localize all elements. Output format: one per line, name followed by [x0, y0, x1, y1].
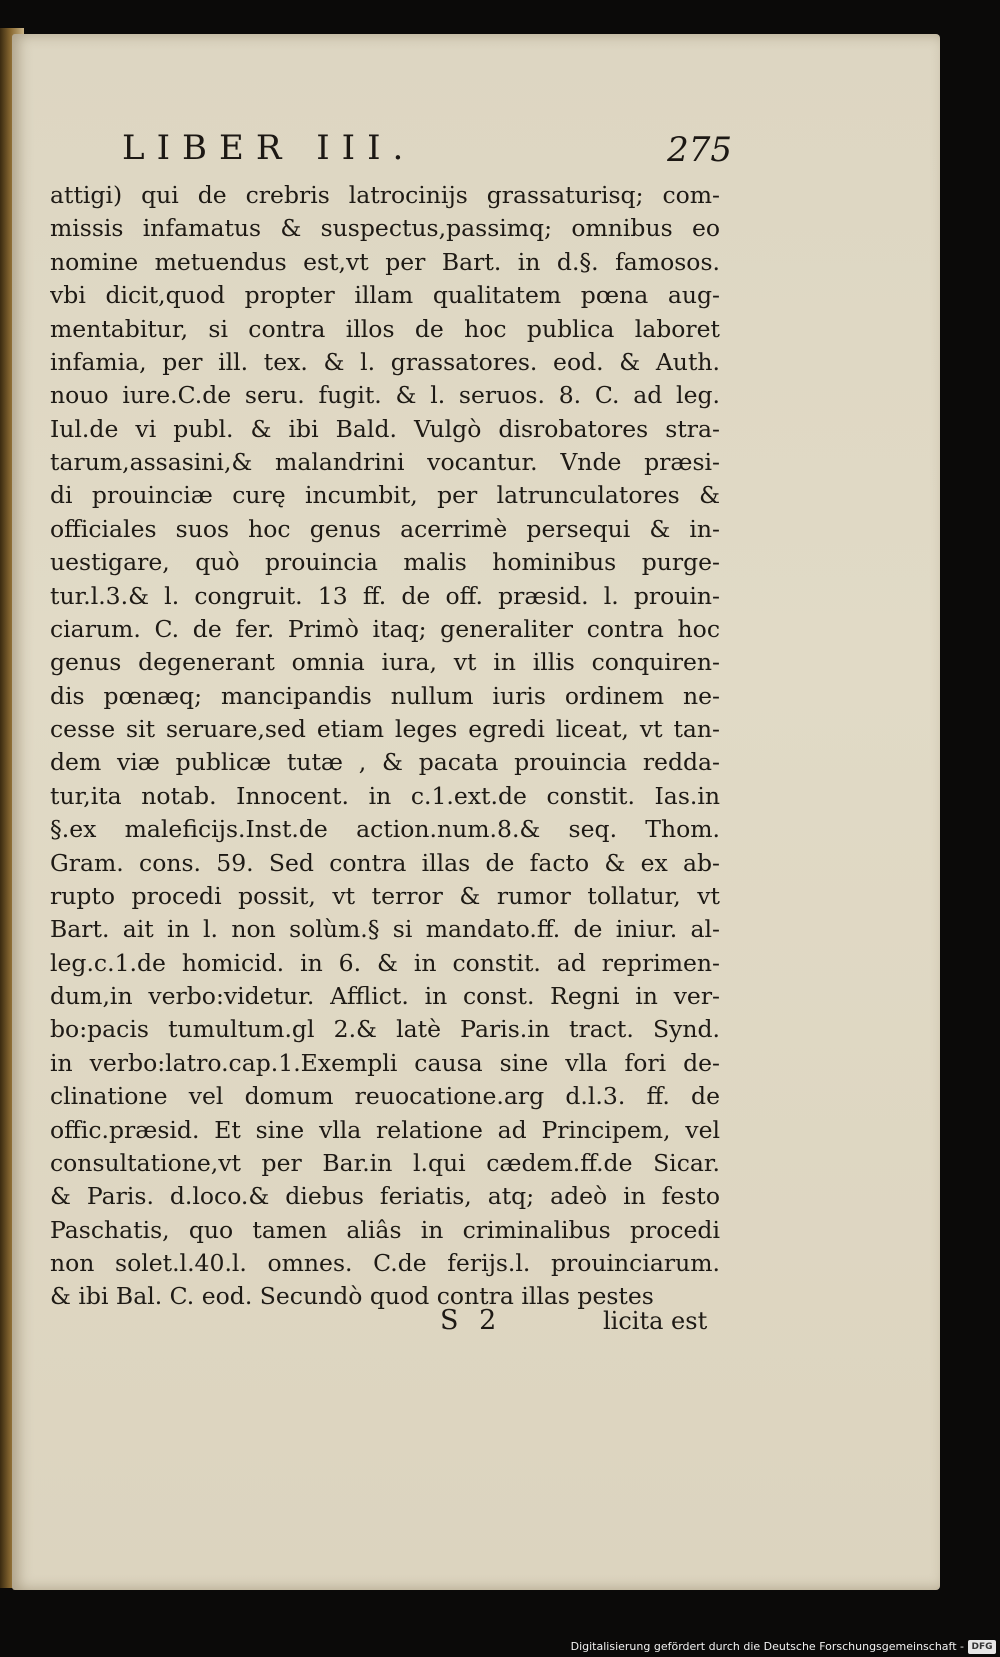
text-line: rupto procedi possit, vt terror & rumor tollatur, vt — [50, 881, 720, 910]
text-line: genus degenerant omnia iura, vt in illis conquiren- — [50, 648, 720, 677]
text-line: Iul.de vi publ. & ibi Bald. Vulgò disrobatores stra- — [50, 414, 720, 443]
catchword: licita est — [603, 1307, 708, 1335]
page-number: 275 — [667, 130, 732, 170]
text-line: ciarum. C. de fer. Primò itaq; generaliter contra hoc — [50, 614, 720, 643]
text-line: bo:pacis tumultum.gl 2.& latè Paris.in tract. Synd. — [50, 1015, 720, 1044]
text-line: vbi dicit,quod propter illam qualitatem pœna aug- — [50, 281, 720, 310]
text-line: offic.præsid. Et sine vlla relatione ad Principem, vel — [50, 1115, 720, 1144]
dfg-logo: DFG — [968, 1640, 996, 1654]
text-line: uestigare, quò prouincia malis hominibus purge- — [50, 548, 720, 577]
text-line: non solet.l.40.l. omnes. C.de ferijs.l. prouinciarum. — [50, 1249, 720, 1277]
text-line: officiales suos hoc genus acerrimè persequi & in- — [50, 514, 720, 543]
text-line: infamia, per ill. tex. & l. grassatores. eod. & Auth. — [50, 347, 720, 376]
text-line: tur.l.3.& l. congruit. 13 ff. de off. præsid. l. prouin- — [50, 581, 720, 610]
credit-bar — [0, 1635, 1000, 1657]
text-line: leg.c.1.de homicid. in 6. & in constit. ad reprimen- — [50, 948, 720, 977]
text-line: consultatione,vt per Bar.in l.qui cædem.ff.de Sicar. — [50, 1148, 720, 1177]
text-line: dis pœnæq; mancipandis nullum iuris ordinem ne- — [50, 681, 720, 710]
page-header — [122, 128, 732, 176]
text-line: di prouinciæ curę incumbit, per latrunculatores & — [50, 481, 720, 510]
signature-mark: S 2 — [440, 1305, 503, 1336]
text-line: Paschatis, quo tamen aliâs in criminalibus procedi — [50, 1215, 720, 1244]
body-text — [50, 178, 720, 1313]
running-title: LIBER III. — [122, 128, 416, 168]
text-line: dum,in verbo:videtur. Afflict. in const. Regni in ver- — [50, 982, 720, 1010]
text-line: mentabitur, si contra illos de hoc publica laboret — [50, 314, 720, 343]
text-line: nomine metuendus est,vt per Bart. in d.§. famosos. — [50, 247, 720, 276]
text-line: tur,ita notab. Innocent. in c.1.ext.de constit. Ias.in — [50, 781, 720, 810]
funding-credit: Digitalisierung gefördert durch die Deutsche Forschungsgemeinschaft - — [570, 1640, 964, 1653]
text-line: nouo iure.C.de seru. fugit. & l. seruos. 8. C. ad leg. — [50, 381, 720, 410]
text-line: Gram. cons. 59. Sed contra illas de facto & ex ab- — [50, 848, 720, 877]
text-line: Bart. ait in l. non solùm.§ si mandato.ff. de iniur. al- — [50, 915, 720, 944]
text-line: & Paris. d.loco.& diebus feriatis, atq; adeò in festo — [50, 1182, 720, 1211]
text-line: in verbo:latro.cap.1.Exempli causa sine vlla fori de- — [50, 1048, 720, 1077]
text-line: dem viæ publicæ tutæ , & pacata prouincia redda- — [50, 748, 720, 777]
text-line: clinatione vel domum reuocatione.arg d.l.3. ff. de — [50, 1082, 720, 1111]
text-line: & ibi Bal. C. eod. Secundò quod contra illas pestes — [50, 1282, 654, 1311]
text-line: cesse sit seruare,sed etiam leges egredi liceat, vt tan- — [50, 715, 720, 743]
text-line: missis infamatus & suspectus,passimq; omnibus eo — [50, 214, 720, 243]
text-line: §.ex maleficijs.Inst.de action.num.8.& seq. Thom. — [50, 815, 720, 844]
text-line: tarum,assasini,& malandrini vocantur. Vnde præsi- — [50, 448, 720, 476]
text-line: attigi) qui de crebris latrocinijs grassaturisq; com- — [50, 181, 720, 209]
